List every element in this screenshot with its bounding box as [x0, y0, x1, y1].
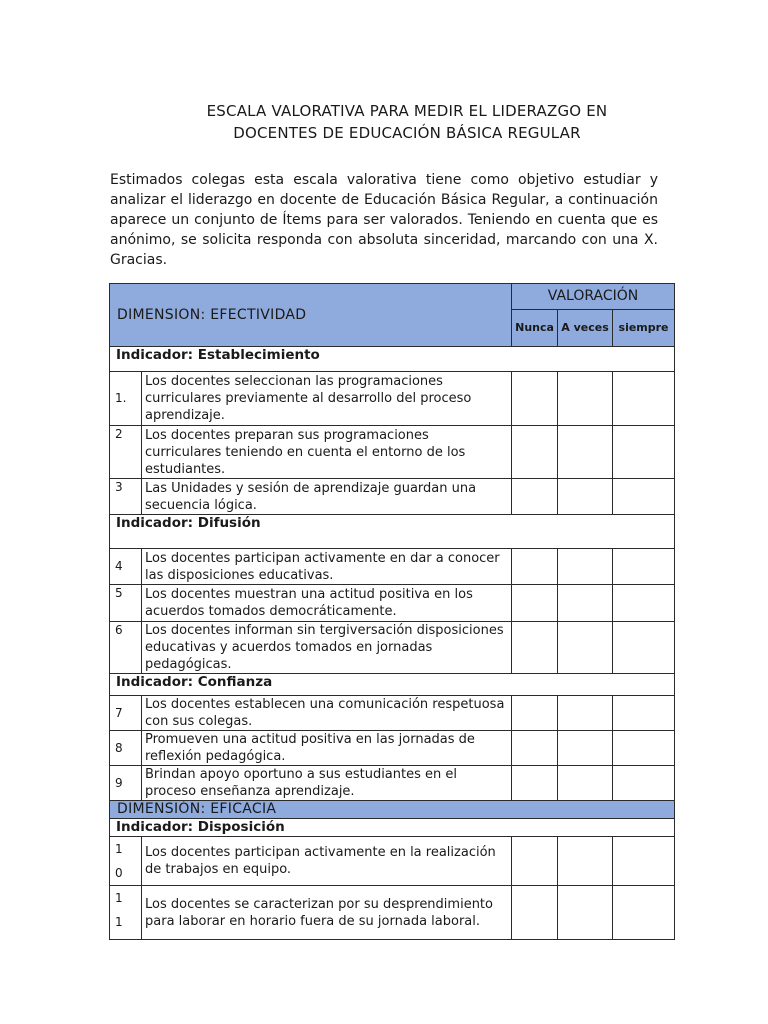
item-text: Las Unidades y sesión de aprendizaje guardan una secuencia lógica.: [142, 479, 512, 515]
cell-nunca[interactable]: [512, 549, 558, 585]
item-number: 2: [110, 426, 142, 479]
cell-nunca[interactable]: [512, 731, 558, 766]
cell-nunca[interactable]: [512, 426, 558, 479]
cell-a-veces[interactable]: [558, 696, 613, 731]
col-header-nunca: Nunca: [512, 310, 558, 347]
item-number: 5: [110, 585, 142, 622]
cell-a-veces[interactable]: [558, 372, 613, 426]
item-text: Brindan apoyo oportuno a sus estudiantes en el proceso enseñanza aprendizaje.: [142, 766, 512, 801]
cell-a-veces[interactable]: [558, 837, 613, 886]
table-row: [110, 585, 675, 622]
cell-a-veces[interactable]: [558, 585, 613, 622]
cell-a-veces[interactable]: [558, 886, 613, 940]
table-row: [110, 479, 675, 515]
cell-siempre[interactable]: [613, 479, 675, 515]
table-row: [110, 426, 675, 479]
item-number: [110, 837, 142, 886]
item-number: 1.: [110, 372, 142, 426]
col-header-siempre: siempre: [613, 310, 675, 347]
item-number: 7: [110, 696, 142, 731]
item-text: Los docentes participan activamente en la realización de trabajos en equipo.: [142, 837, 512, 886]
dimension-header-eficacia: DIMENSIÓN: EFICACIA: [110, 801, 675, 819]
intro-paragraph: Estimados colegas esta escala valorativa tiene como objetivo estudiar y analizar el liderazgo en docente de Educación Básica Regular, a continuación aparece un conjunto de Ítems para ser valorados. Teniendo en cuenta que es anónimo, se solicita responda con absoluta sinceridad, marcando con una X. Gracias.: [110, 172, 658, 268]
indicator-establecimiento: Indicador: Establecimiento: [110, 347, 675, 372]
title-line-2: DOCENTES DE EDUCACIÓN BÁSICA REGULAR: [233, 124, 581, 142]
item-text: Promueven una actitud positiva en las jornadas de reflexión pedagógica.: [142, 731, 512, 766]
table-row: [110, 372, 675, 426]
cell-siempre[interactable]: [613, 372, 675, 426]
cell-siempre[interactable]: [613, 886, 675, 940]
item-text: Los docentes informan sin tergiversación disposiciones educativas y acuerdos tomados en jornadas pedagógicas.: [142, 622, 512, 674]
title-line-1: ESCALA VALORATIVA PARA MEDIR EL LIDERAZGO EN: [206, 102, 608, 120]
item-number: 4: [110, 549, 142, 585]
cell-a-veces[interactable]: [558, 731, 613, 766]
cell-siempre[interactable]: [613, 837, 675, 886]
item-text: Los docentes seleccionan las programaciones curriculares previamente al desarrollo del proceso aprendizaje.: [142, 372, 512, 426]
table-row: [110, 731, 675, 766]
dimension-header-efectividad: DIMENSION: EFECTIVIDAD: [110, 284, 512, 347]
cell-nunca[interactable]: [512, 585, 558, 622]
item-number-digit-1: 1: [115, 842, 123, 856]
item-number: 9: [110, 766, 142, 801]
col-header-a-veces: A veces: [558, 310, 613, 347]
item-text: Los docentes establecen una comunicación respetuosa con sus colegas.: [142, 696, 512, 731]
table-row: [110, 549, 675, 585]
rating-scale-table: [109, 283, 675, 940]
cell-siempre[interactable]: [613, 585, 675, 622]
cell-a-veces[interactable]: [558, 549, 613, 585]
document-title: [110, 100, 704, 144]
table-row: [110, 837, 675, 886]
cell-siempre[interactable]: [613, 696, 675, 731]
cell-nunca[interactable]: [512, 837, 558, 886]
table-row: [110, 696, 675, 731]
cell-a-veces[interactable]: [558, 622, 613, 674]
cell-nunca[interactable]: [512, 479, 558, 515]
cell-a-veces[interactable]: [558, 479, 613, 515]
table-row: [110, 622, 675, 674]
cell-siempre[interactable]: [613, 766, 675, 801]
indicator-difusion: Indicador: Difusión: [110, 515, 675, 549]
item-text: Los docentes muestran una actitud positiva en los acuerdos tomados democráticamente.: [142, 585, 512, 622]
cell-siempre[interactable]: [613, 549, 675, 585]
valoracion-header: VALORACIÓN: [512, 284, 675, 310]
table-row: [110, 886, 675, 940]
item-number: [110, 886, 142, 940]
cell-siempre[interactable]: [613, 426, 675, 479]
table-row: [110, 766, 675, 801]
cell-nunca[interactable]: [512, 696, 558, 731]
item-number-digit-2: 1: [115, 915, 123, 929]
cell-siempre[interactable]: [613, 731, 675, 766]
indicator-confianza: Indicador: Confianza: [110, 674, 675, 696]
cell-siempre[interactable]: [613, 622, 675, 674]
item-number-digit-1: 1: [115, 891, 123, 905]
item-number: 6: [110, 622, 142, 674]
item-number-digit-2: 0: [115, 866, 123, 880]
cell-a-veces[interactable]: [558, 426, 613, 479]
item-text: Los docentes participan activamente en dar a conocer las disposiciones educativas.: [142, 549, 512, 585]
item-text: Los docentes preparan sus programaciones curriculares teniendo en cuenta el entorno de los estudiantes.: [142, 426, 512, 479]
cell-nunca[interactable]: [512, 372, 558, 426]
cell-nunca[interactable]: [512, 766, 558, 801]
item-text: Los docentes se caracterizan por su desprendimiento para laborar en horario fuera de su jornada laboral.: [142, 886, 512, 940]
cell-a-veces[interactable]: [558, 766, 613, 801]
cell-nunca[interactable]: [512, 622, 558, 674]
item-number: 8: [110, 731, 142, 766]
item-number: 3: [110, 479, 142, 515]
cell-nunca[interactable]: [512, 886, 558, 940]
indicator-disposicion: Indicador: Disposición: [110, 819, 675, 837]
